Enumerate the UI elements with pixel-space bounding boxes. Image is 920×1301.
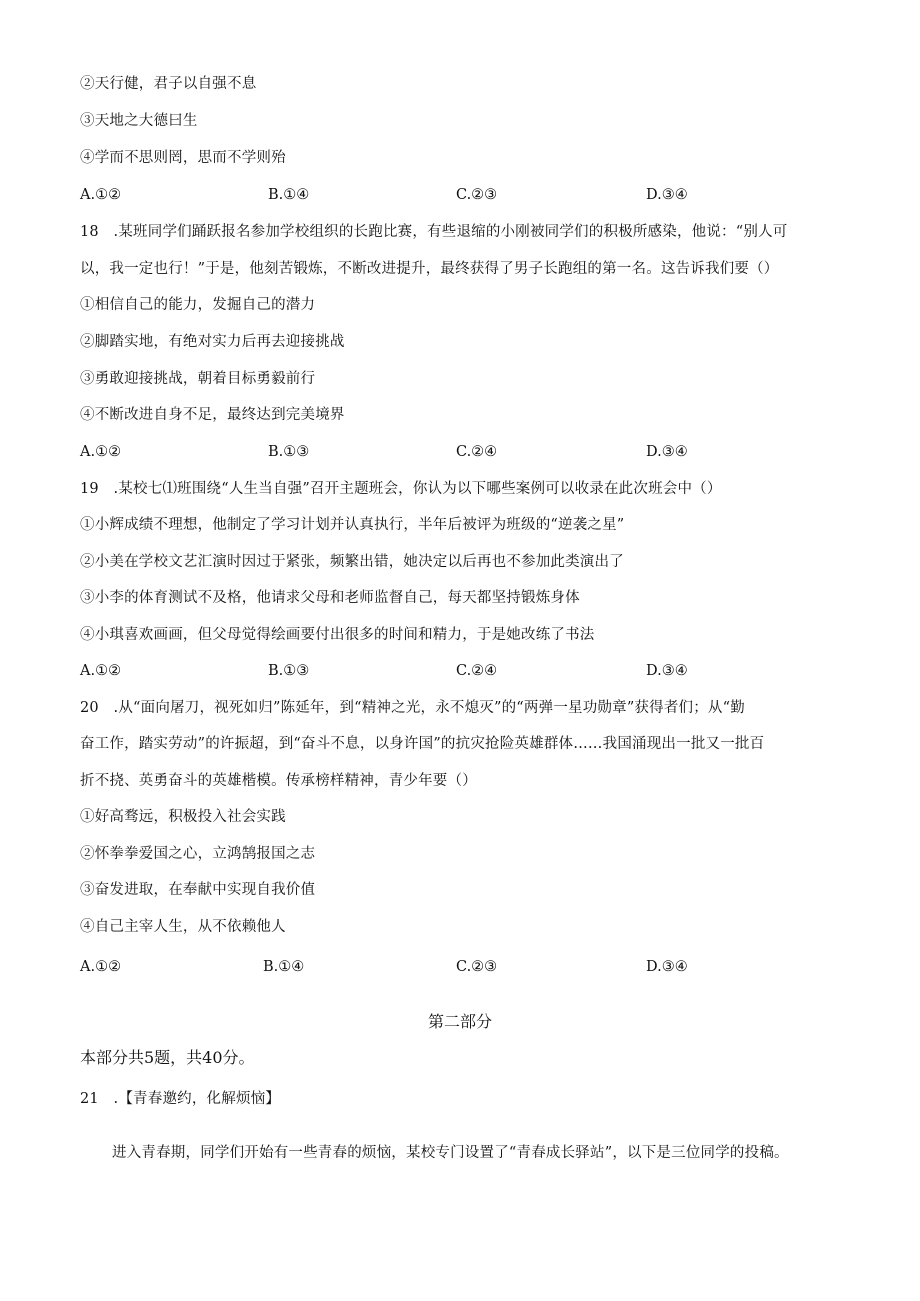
q18-item-1: ①相信自己的能力，发掘自己的潜力 (80, 297, 316, 313)
q17-options (80, 185, 840, 205)
q18-option-c: C.②④ (456, 444, 498, 460)
part-two-note: 本部分共5题，共40分。 (80, 1048, 255, 1067)
q17-item-3: ③天地之大德曰生 (80, 113, 198, 129)
part-two-title: 第二部分 (427, 1012, 492, 1031)
q20-option-a: A.①② (80, 959, 122, 975)
q18-options (80, 442, 840, 462)
q19-item-4: ④小琪喜欢画画，但父母觉得绘画要付出很多的时间和精力，于是她改练了书法 (80, 627, 595, 643)
q20-item-4: ④自己主宰人生，从不依赖他人 (80, 919, 286, 935)
q20-item-3: ③奋发进取，在奉献中实现自我价值 (80, 882, 316, 898)
q17-item-4: ④学而不思则罔，思而不学则殆 (80, 150, 286, 166)
q18-option-b: B.①③ (268, 444, 310, 460)
q20-option-b: B.①④ (263, 959, 305, 975)
q18-stem-line-1: 18 .某班同学们踊跃报名参加学校组织的长跑比赛，有些退缩的小刚被同学们的积极所感染，他说：“别人可 (80, 224, 788, 240)
q20-option-d: D.③④ (646, 959, 688, 975)
q20-item-1: ①好高骛远，积极投入社会实践 (80, 809, 286, 825)
q19-option-b: B.①③ (268, 663, 310, 679)
q21-heading: 21 .【青春邀约，化解烦恼】 (80, 1091, 281, 1107)
q19-option-a: A.①② (80, 663, 122, 679)
q20-options (80, 957, 840, 977)
q18-option-a: A.①② (80, 444, 122, 460)
q19-stem-line-1: 19 .某校七⑴班围绕“人生当自强”召开主题班会，你认为以下哪些案例可以收录在此次班会中（） (80, 481, 722, 497)
q18-item-4: ④不断改进自身不足，最终达到完美境界 (80, 407, 345, 423)
q18-stem-line-2: 以，我一定也行！”于是，他刻苦锻炼，不断改进提升，最终获得了男子长跑组的第一名。这告诉我们要（） (80, 261, 779, 277)
q17-item-2: ②天行健，君子以自强不息 (80, 76, 257, 92)
q17-option-b: B.①④ (268, 187, 310, 203)
q18-option-d: D.③④ (646, 444, 688, 460)
q19-option-c: C.②④ (456, 663, 498, 679)
q18-item-3: ③勇敢迎接挑战，朝着目标勇毅前行 (80, 371, 316, 387)
q19-item-2: ②小美在学校文艺汇演时因过于紧张，频繁出错，她决定以后再也不参加此类演出了 (80, 554, 624, 570)
q19-option-d: D.③④ (646, 663, 688, 679)
q20-stem-line-1: 20 .从“面向屠刀，视死如归”陈延年，到“精神之光，永不熄灭”的“两弹一星功勋章”获得者们；从“勤 (80, 700, 745, 716)
q19-item-1: ①小辉成绩不理想，他制定了学习计划并认真执行，半年后被评为班级的“逆袭之星” (80, 517, 625, 533)
q17-option-c: C.②③ (456, 187, 498, 203)
q18-item-2: ②脚踏实地，有绝对实力后再去迎接挑战 (80, 334, 345, 350)
q19-options (80, 661, 840, 681)
q17-option-a: A.①② (80, 187, 122, 203)
q17-option-d: D.③④ (646, 187, 688, 203)
q19-item-3: ③小李的体育测试不及格，他请求父母和老师监督自己，每天都坚持锻炼身体 (80, 590, 580, 606)
q20-stem-line-2: 奋工作，踏实劳动”的许振超，到“奋斗不息，以身许国”的抗灾抢险英雄群体……我国涌现出一批又一批百 (80, 736, 765, 752)
q20-item-2: ②怀拳拳爱国之心，立鸿鹄报国之志 (80, 846, 316, 862)
q20-stem-line-3: 折不挠、英勇奋斗的英雄楷模。传承榜样精神，青少年要（） (80, 773, 477, 789)
q21-intro: 进入青春期，同学们开始有一些青春的烦恼，某校专门设置了“青春成长驿站”，以下是三位同学的投稿。 (112, 1145, 789, 1161)
q20-option-c: C.②③ (456, 959, 498, 975)
